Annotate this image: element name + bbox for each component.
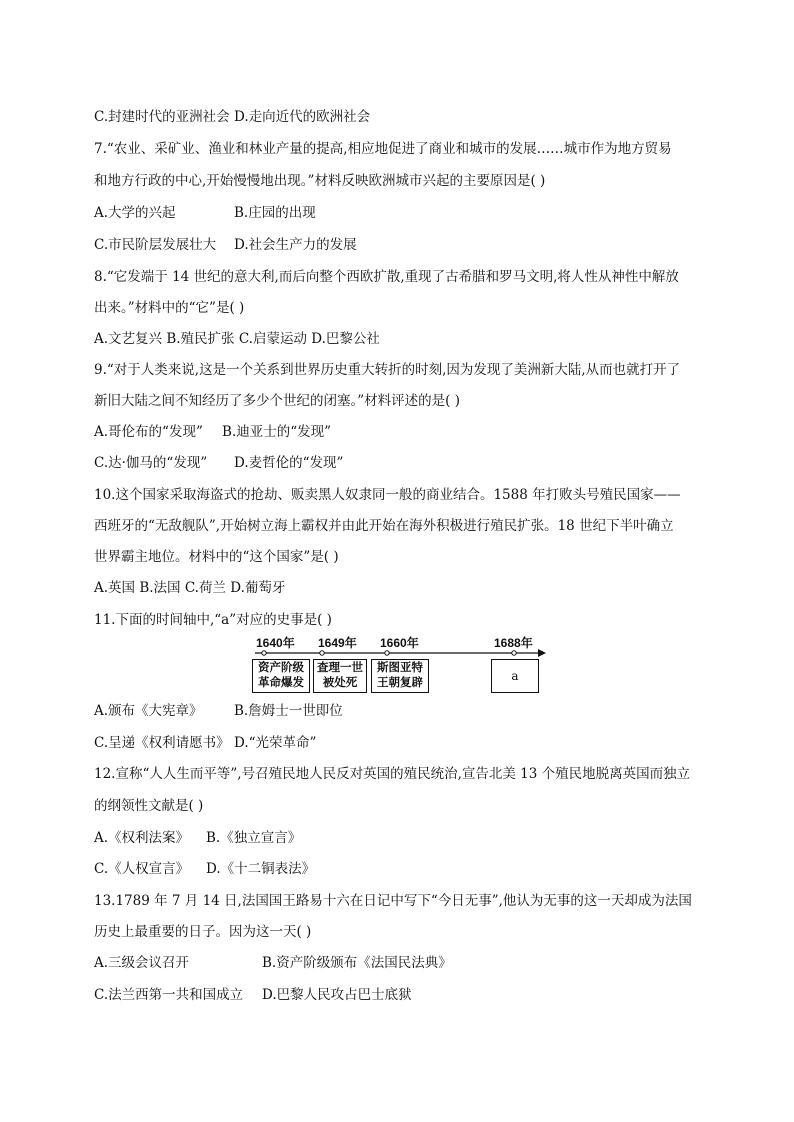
q13-stem-line2: 历史上最重要的日子。因为这一天( ) bbox=[94, 924, 312, 940]
timeline-event-box bbox=[313, 659, 367, 693]
timeline-event-line: 查理一世 bbox=[317, 660, 363, 674]
q10-options: A.英国 B.法国 C.荷兰 D.葡萄牙 bbox=[94, 580, 286, 596]
timeline-event-box bbox=[252, 659, 310, 693]
q9-option-c: C.达·伽马的“发现” bbox=[94, 455, 208, 471]
q9-option-d: D.麦哲伦的“发现” bbox=[234, 455, 344, 471]
q12-stem-line2: 的纲领性文献是( ) bbox=[94, 798, 204, 814]
q13-option-d: D.巴黎人民攻占巴士底狱 bbox=[262, 987, 412, 1003]
timeline-event-box-a bbox=[491, 659, 539, 693]
q9-option-a: A.哥伦布的“发现” bbox=[94, 424, 203, 440]
timeline-year-1649: 1649年 bbox=[318, 636, 357, 650]
q12-option-b: B.《独立宣言》 bbox=[206, 830, 302, 846]
q7-option-c: C.市民阶层发展壮大 bbox=[94, 237, 217, 253]
q10-stem-line3: 世界霸主地位。材料中的“这个国家”是( ) bbox=[94, 549, 339, 565]
timeline-year-1660: 1660年 bbox=[380, 636, 419, 650]
q13-stem-line1: 13.1789 年 7 月 14 日,法国国王路易十六在日记中写下“今日无事”,他认为无事的这一天却成为法国 bbox=[94, 893, 692, 909]
q7-option-b: B.庄园的出现 bbox=[234, 205, 316, 221]
q8-stem-line2: 出来。”材料中的“它”是( ) bbox=[94, 300, 245, 316]
timeline-event-line: 资产阶级 bbox=[258, 660, 304, 674]
timeline-year-1688: 1688年 bbox=[494, 636, 533, 650]
q11-option-a: A.颁布《大宪章》 bbox=[94, 703, 203, 719]
q11-option-c: C.呈递《权利请愿书》 bbox=[94, 735, 230, 751]
timeline-event-line: 被处死 bbox=[322, 675, 358, 689]
q10-stem-line2: 西班牙的“无敌舰队”,开始树立海上霸权并由此开始在海外积极进行殖民扩张。18 世纪下半叶确立 bbox=[94, 518, 674, 534]
q13-option-b: B.资产阶级颁布《法国民法典》 bbox=[262, 955, 452, 971]
q11-option-d: D.“光荣革命” bbox=[234, 735, 317, 751]
timeline-event-box bbox=[371, 659, 429, 693]
q11-option-b: B.詹姆士一世即位 bbox=[234, 703, 343, 719]
q7-stem-line2: 和地方行政的中心,开始慢慢地出现。”材料反映欧洲城市兴起的主要原因是( ) bbox=[94, 173, 546, 189]
timeline-event-line: 王朝复辟 bbox=[377, 675, 423, 689]
q12-stem-line1: 12.宣称“人人生而平等”,号召殖民地人民反对英国的殖民统治,宣告北美 13 个殖民地脱离英国而独立 bbox=[94, 766, 691, 782]
timeline-event-line: 斯图亚特 bbox=[377, 660, 423, 674]
q13-option-c: C.法兰西第一共和国成立 bbox=[94, 987, 244, 1003]
q7-option-a: A.大学的兴起 bbox=[94, 205, 176, 221]
timeline-arrow bbox=[538, 649, 546, 657]
q12-option-a: A.《权利法案》 bbox=[94, 830, 190, 846]
timeline-year-1640: 1640年 bbox=[256, 636, 295, 650]
q9-stem-line1: 9.“对于人类来说,这是一个关系到世界历史重大转折的时刻,因为发现了美洲新大陆,从而也就打开了 bbox=[94, 362, 681, 378]
timeline-event-line: 革命爆发 bbox=[258, 675, 304, 689]
q13-option-a: A.三级会议召开 bbox=[94, 955, 190, 971]
timeline-point-1640 bbox=[262, 651, 266, 655]
timeline-event-line: a bbox=[511, 669, 519, 683]
timeline-point-1660 bbox=[385, 651, 389, 655]
timeline-point-1649 bbox=[320, 651, 324, 655]
q9-stem-line2: 新旧大陆之间不知经历了多少个世纪的闭塞。”材料评述的是( ) bbox=[94, 393, 460, 409]
q6-option-d: D.走向近代的欧洲社会 bbox=[234, 109, 371, 125]
q12-option-d: D.《十二铜表法》 bbox=[206, 861, 316, 877]
q7-option-d: D.社会生产力的发展 bbox=[234, 237, 357, 253]
q6-option-c: C.封建时代的亚洲社会 bbox=[94, 109, 230, 125]
timeline-point-1688 bbox=[512, 651, 516, 655]
q12-option-c: C.《人权宣言》 bbox=[94, 861, 190, 877]
q8-stem-line1: 8.“它发端于 14 世纪的意大利,而后向整个西欧扩散,重现了古希腊和罗马文明,将人性从神性中解放 bbox=[94, 269, 679, 285]
q9-option-b: B.迪亚士的“发现” bbox=[222, 424, 332, 440]
q10-stem-line1: 10.这个国家采取海盗式的抢劫、贩卖黑人奴隶同一般的商业结合。1588 年打败头号殖民国家—— bbox=[94, 487, 681, 503]
q7-stem-line1: 7.“农业、采矿业、渔业和林业产量的提高,相应地促进了商业和城市的发展……城市作为地方贸易 bbox=[94, 141, 672, 157]
q11-stem: 11.下面的时间轴中,“a”对应的史事是( ) bbox=[94, 612, 332, 628]
q8-options: A.文艺复兴 B.殖民扩张 C.启蒙运动 D.巴黎公社 bbox=[94, 331, 380, 347]
